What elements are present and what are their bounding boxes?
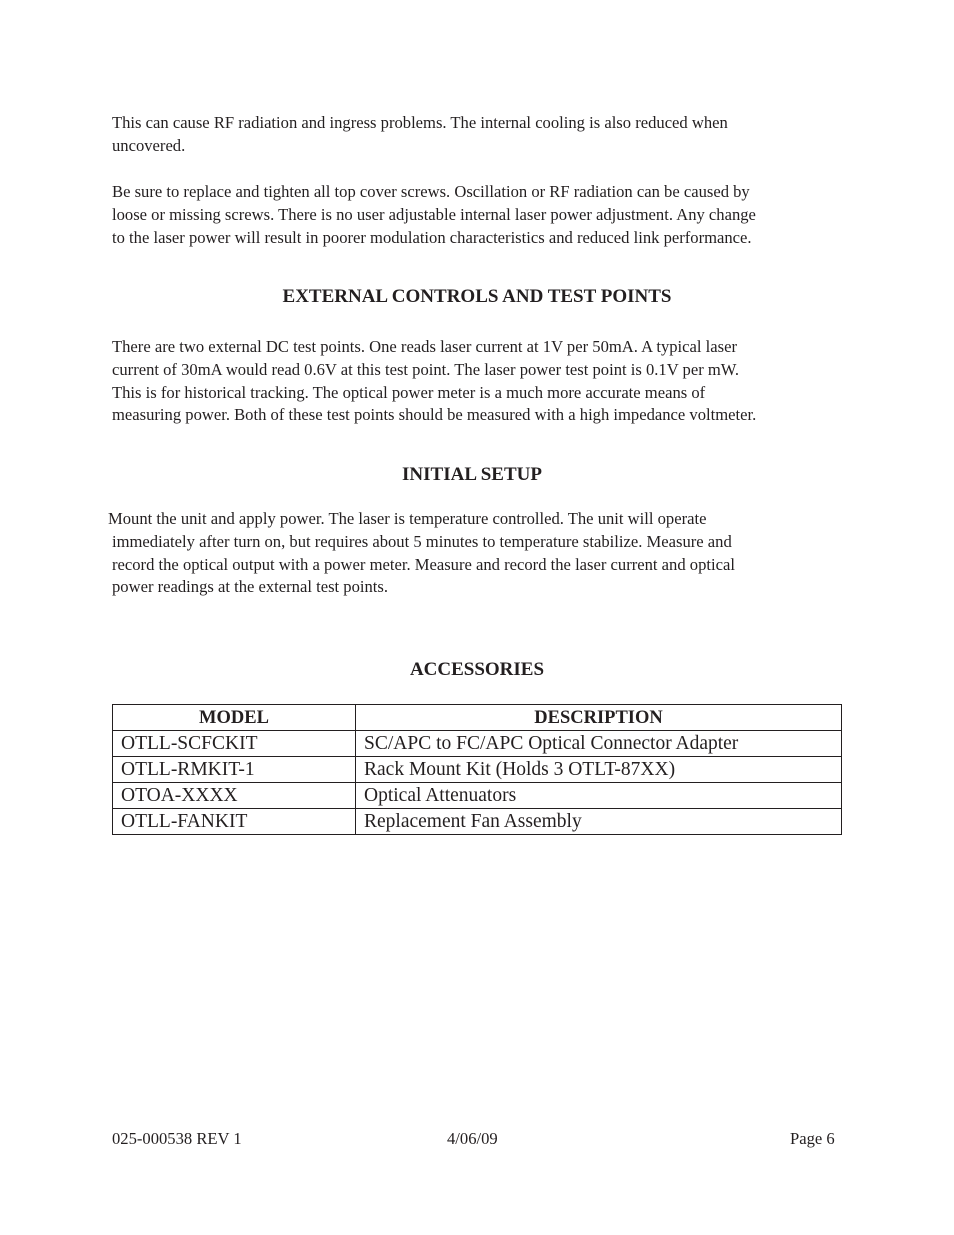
text-line: measuring power. Both of these test points should be measured with a high impedance voltmeter. (112, 405, 757, 425)
model-cell: OTLL-RMKIT-1 (113, 757, 356, 783)
model-cell: OTOA-XXXX (113, 783, 356, 809)
table-row (113, 757, 842, 783)
description-cell: Rack Mount Kit (Holds 3 OTLT-87XX) (356, 757, 842, 783)
model-cell: OTLL-SCFCKIT (113, 731, 356, 757)
table-row (113, 731, 842, 757)
paragraph-screws (112, 181, 852, 249)
paragraph-setup (108, 508, 852, 599)
text-line: Be sure to replace and tighten all top cover screws. Oscillation or RF radiation can be caused by (112, 182, 750, 201)
text-line: record the optical output with a power meter. Measure and record the laser current and optical (112, 554, 735, 574)
column-header-model: MODEL (113, 705, 356, 731)
text-line: This is for historical tracking. The optical power meter is a much more accurate means of (112, 382, 706, 402)
text-line: uncovered. (112, 135, 186, 155)
model-cell: OTLL-FANKIT (113, 809, 356, 835)
column-header-description: DESCRIPTION (356, 705, 842, 731)
accessories-table (112, 704, 842, 835)
footer-page-number: Page 6 (790, 1129, 835, 1148)
footer-doc-number: 025-000538 REV 1 (112, 1129, 242, 1148)
text-line: Mount the unit and apply power. The laser is temperature controlled. The unit will operate (108, 509, 707, 528)
heading-accessories: ACCESSORIES (409, 659, 545, 680)
paragraph-cover-warning (112, 112, 852, 158)
heading-external-controls: EXTERNAL CONTROLS AND TEST POINTS (282, 286, 672, 307)
description-cell: Replacement Fan Assembly (356, 809, 842, 835)
text-line: to the laser power will result in poorer modulation characteristics and reduced link performance. (112, 227, 752, 247)
description-cell: SC/APC to FC/APC Optical Connector Adapter (356, 731, 842, 757)
text-line: power readings at the external test points. (112, 577, 389, 597)
table-row (113, 783, 842, 809)
text-line: There are two external DC test points. One reads laser current at 1V per 50mA. A typical laser (112, 337, 737, 356)
paragraph-test-points (112, 336, 852, 427)
text-line: immediately after turn on, but requires about 5 minutes to temperature stabilize. Measure and (112, 531, 732, 551)
footer-date: 4/06/09 (447, 1129, 498, 1148)
text-line: current of 30mA would read 0.6V at this test point. The laser power test point is 0.1V per mW. (112, 359, 740, 379)
description-cell: Optical Attenuators (356, 783, 842, 809)
table-row (113, 809, 842, 835)
table-header-row (113, 705, 842, 731)
heading-initial-setup: INITIAL SETUP (402, 464, 542, 485)
text-line: This can cause RF radiation and ingress problems. The internal cooling is also reduced when (112, 113, 728, 132)
text-line: loose or missing screws. There is no user adjustable internal laser power adjustment. Any change (112, 204, 756, 224)
